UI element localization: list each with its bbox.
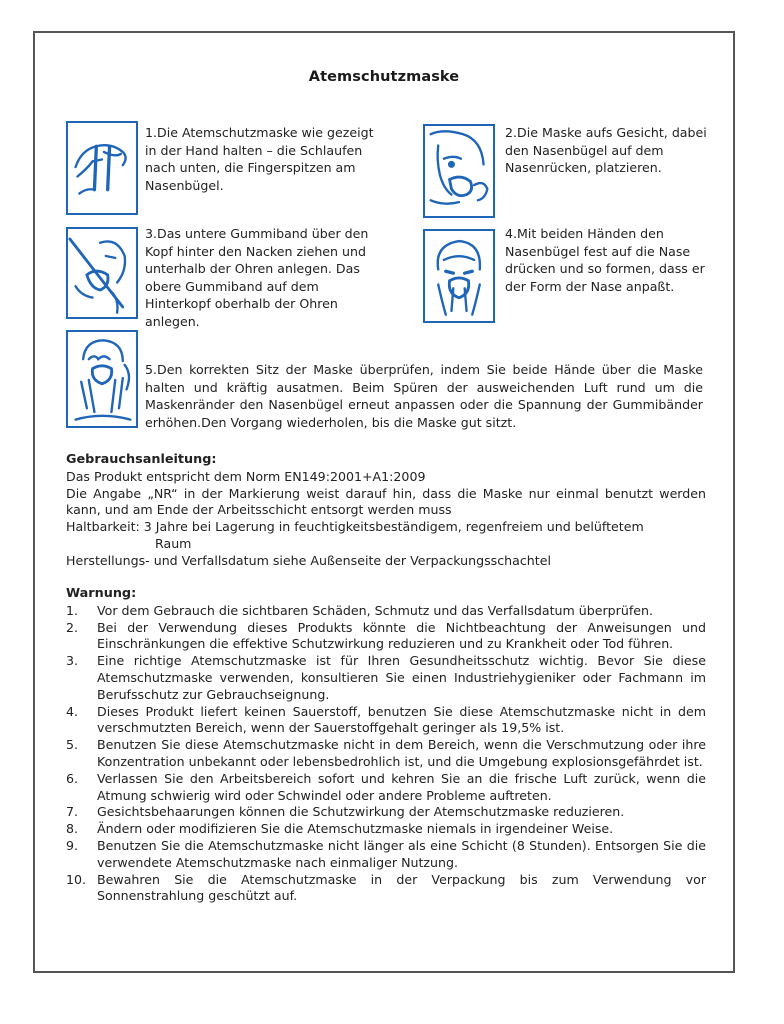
pulling-strap-icon bbox=[66, 227, 138, 319]
fit-check-icon bbox=[66, 330, 138, 428]
warning-item: 5. Benutzen Sie diese Atemschutzmaske nicht in dem Bereich, wenn die Verschmutzung oder ihre Konzentration unbekannt oder lebensbedrohlich ist, und die Umgebung explosionsgefährdet ist. bbox=[66, 737, 706, 769]
warning-item: 8. Ändern oder modifizieren Sie die Atemschutzmaske niemals in irgendeiner Weise. bbox=[66, 821, 614, 837]
usage-line-shelf-life: Haltbarkeit: 3 Jahre bei Lagerung in feuchtigkeitsbeständigem, regenfreiem und belüftetem bbox=[66, 519, 644, 535]
usage-line-shelf-life-cont: Raum bbox=[155, 535, 192, 551]
step-5-text: 5.Den korrekten Sitz der Maske überprüfen, indem Sie beide Hände über die Maske halten und kräftig ausatmen. Beim Spüren der ausweichenden Luft rund um die Maskenränder den Nasenbügel erneut anpassen oder die Spannung der Gummibänder erhöhen.Den Vorgang wiederholen, bis die Maske gut sitzt. bbox=[145, 362, 703, 430]
usage-section bbox=[66, 452, 706, 570]
hand-holding-mask-icon bbox=[66, 121, 138, 215]
warning-item: 4. Dieses Produkt liefert keinen Sauerstoff, benutzen Sie diese Atemschutzmaske nicht in dem verschmutzten Bereich, wenn der Sauerstoffgehalt geringer als 19,5% ist. bbox=[66, 703, 706, 736]
usage-line-norm: Das Produkt entspricht dem Norm EN149:2001+A1:2009 bbox=[66, 468, 426, 484]
warning-section bbox=[66, 586, 706, 905]
warning-item: 10. Bewahren Sie die Atemschutzmaske in der Verpackung bis zum Verwendung vor Sonnenstrahlung geschützt auf. bbox=[66, 871, 706, 904]
placing-mask-on-face-icon bbox=[423, 124, 495, 218]
document-page bbox=[33, 31, 735, 973]
warning-item: 1. Vor dem Gebrauch die sichtbaren Schäden, Schmutz und das Verfallsdatum überprüfen. bbox=[66, 602, 653, 618]
step-1-text: 1.Die Atemschutzmaske wie gezeigt in der Hand halten – die Schlaufen nach unten, die Fingerspitzen am Nasenbügel. bbox=[145, 125, 374, 193]
step-4-text: 4.Mit beiden Händen den Nasenbügel fest auf die Nase drücken und so formen, dass er der Form der Nase anpaßt. bbox=[505, 226, 705, 294]
warning-item: 3. Eine richtige Atemschutzmaske ist für Ihren Gesundheitsschutz wichtig. Bevor Sie diese Atemschutzmaske verwenden, konsultieren Sie einen Industriehygieniker oder Fachmann im Berufsschutz zur Gebrauchseignung. bbox=[66, 653, 706, 702]
usage-heading: Gebrauchsanleitung: bbox=[66, 452, 217, 467]
warning-list bbox=[66, 603, 706, 905]
step-2-text: 2.Die Maske aufs Gesicht, dabei den Nasenbügel auf dem Nasenrücken, platzieren. bbox=[505, 125, 707, 175]
usage-line-dates: Herstellungs- und Verfallsdatum siehe Außenseite der Verpackungsschachtel bbox=[66, 552, 551, 568]
pressing-nose-clip-icon bbox=[423, 229, 495, 323]
warning-item: 2. Bei der Verwendung dieses Produkts könnte die Nichtbeachtung der Anweisungen und Einschränkungen die effektive Schutzwirkung reduzieren und zu Krankheit oder Tod führen. bbox=[66, 619, 706, 652]
warning-item: 9. Benutzen Sie die Atemschutzmaske nicht länger als eine Schicht (8 Stunden). Entsorgen Sie die verwendete Atemschutzmaske nach einmaliger Nutzung. bbox=[66, 837, 706, 870]
warning-item: 7. Gesichtsbehaarungen können die Schutzwirkung der Atemschutzmaske reduzieren. bbox=[66, 804, 625, 820]
warning-heading: Warnung: bbox=[66, 586, 137, 601]
document-title: Atemschutzmaske bbox=[308, 69, 460, 85]
step-3-text: 3.Das untere Gummiband über den Kopf hinter den Nacken ziehen und unterhalb der Ohren anlegen. Das obere Gummiband auf dem Hinterkopf oberhalb der Ohren anlegen. bbox=[145, 226, 369, 329]
usage-line-nr: Die Angabe „NR“ in der Markierung weist darauf hin, dass die Maske nur einmal benutzt werden kann, und am Ende der Arbeitsschicht entsorgt werden muss bbox=[66, 485, 706, 518]
warning-item: 6. Verlassen Sie den Arbeitsbereich sofort und kehren Sie an die frische Luft zurück, wenn die Atmung schwierig wird oder Schwindel oder andere Probleme auftreten. bbox=[66, 770, 706, 803]
